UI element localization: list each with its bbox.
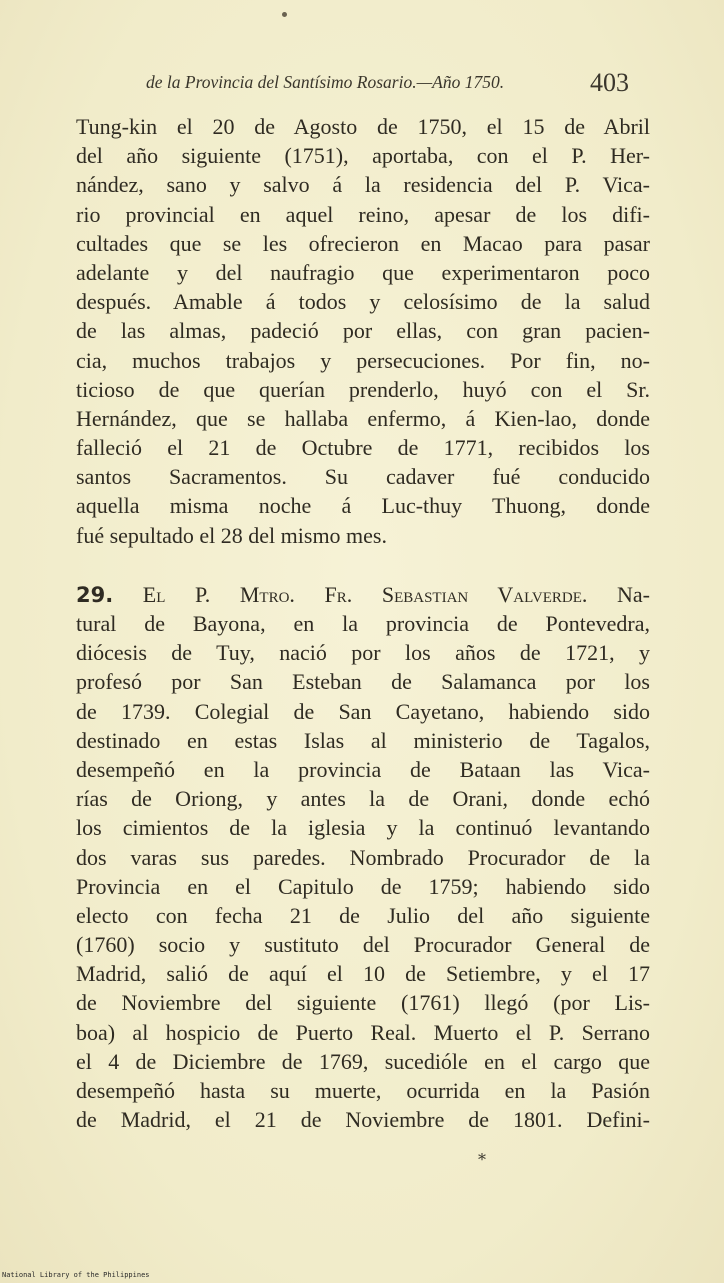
text-line: después. Amable á todos y celosísimo de la salud <box>76 289 650 315</box>
entry-number: 29. <box>76 582 114 607</box>
text-line: Tung-kin el 20 de Agosto de 1750, el 15 de Abril <box>76 114 650 139</box>
entry-name-heading: El P. Mtro. Fr. Sebastian Valverde. <box>142 581 588 607</box>
signature-mark: * <box>478 1150 486 1169</box>
text-line: de las almas, padeció por ellas, con gran pacien- <box>76 318 650 344</box>
text-line: desempeñó hasta su muerte, ocurrida en la Pasión <box>76 1078 650 1103</box>
text-line: de 1739. Colegial de San Cayetano, habiendo sido <box>76 698 650 724</box>
text-line: destinado en estas Islas al ministerio de Tagalos, <box>76 727 650 753</box>
text-line: boa) al hospicio de Puerto Real. Muerto el P. Serrano <box>76 1019 650 1045</box>
text-line: nández, sano y salvo á la residencia del P. Vica- <box>76 172 650 198</box>
running-title: de la Provincia del Santísimo Rosario.—Año 1750. <box>146 72 505 92</box>
text-line: cultades que se les ofrecieron en Macao para pasar <box>76 230 650 256</box>
ink-dot <box>282 12 287 17</box>
text-line: fué sepultado el 28 del mismo mes. <box>76 522 387 548</box>
text-line: rio provincial en aquel reino, apesar de los difi- <box>76 201 650 227</box>
entry-heading-line <box>76 580 650 609</box>
text-line: de Noviembre del siguiente (1761) llegó (por Lis- <box>76 990 650 1016</box>
text-line: desempeñó en la provincia de Bataan las Vica- <box>76 756 650 782</box>
text-line: adelante y del naufragio que experimentaron poco <box>76 259 650 285</box>
text-line: falleció el 21 de Octubre de 1771, recibidos los <box>76 435 650 461</box>
text-line: del año siguiente (1751), aportaba, con el P. Her- <box>76 143 650 169</box>
text-line: el 4 de Diciembre de 1769, sucedióle en el cargo que <box>76 1048 650 1074</box>
text-line: cia, muchos trabajos y persecuciones. Por fin, no- <box>76 347 650 373</box>
text-line: ticioso de que querían prenderlo, huyó con el Sr. <box>76 376 650 402</box>
text-line: profesó por San Esteban de Salamanca por los <box>76 669 650 695</box>
text-line: Madrid, salió de aquí el 10 de Setiembre, y el 17 <box>76 961 650 987</box>
entry-first-line-rest: Na- <box>617 581 651 607</box>
text-line: rías de Oriong, y antes la de Orani, donde echó <box>76 786 650 812</box>
text-line: Provincia en el Capitulo de 1759; habiendo sido <box>76 873 650 899</box>
text-line: diócesis de Tuy, nació por los años de 1721, y <box>76 640 650 666</box>
paragraph-two <box>76 580 650 1135</box>
text-line: aquella misma noche á Luc-thuy Thuong, donde <box>76 493 650 519</box>
text-line: los cimientos de la iglesia y la continuó levantando <box>76 815 650 841</box>
body-text <box>76 112 650 1134</box>
text-line: electo con fecha 21 de Julio del año siguiente <box>76 902 650 928</box>
text-line: tural de Bayona, en la provincia de Pontevedra, <box>76 611 650 636</box>
text-line: (1760) socio y sustituto del Procurador General de <box>76 932 650 958</box>
running-header <box>146 68 646 106</box>
text-line: dos varas sus paredes. Nombrado Procurador de la <box>76 844 650 870</box>
page-number: 403 <box>590 68 629 97</box>
library-credit: National Library of the Philippines <box>2 1271 150 1279</box>
text-line: Hernández, que se hallaba enfermo, á Kien-lao, donde <box>76 405 650 431</box>
text-line: de Madrid, el 21 de Noviembre de 1801. Defini- <box>76 1107 650 1133</box>
paragraph-one <box>76 112 650 550</box>
text-line: santos Sacramentos. Su cadaver fué conducido <box>76 464 650 490</box>
